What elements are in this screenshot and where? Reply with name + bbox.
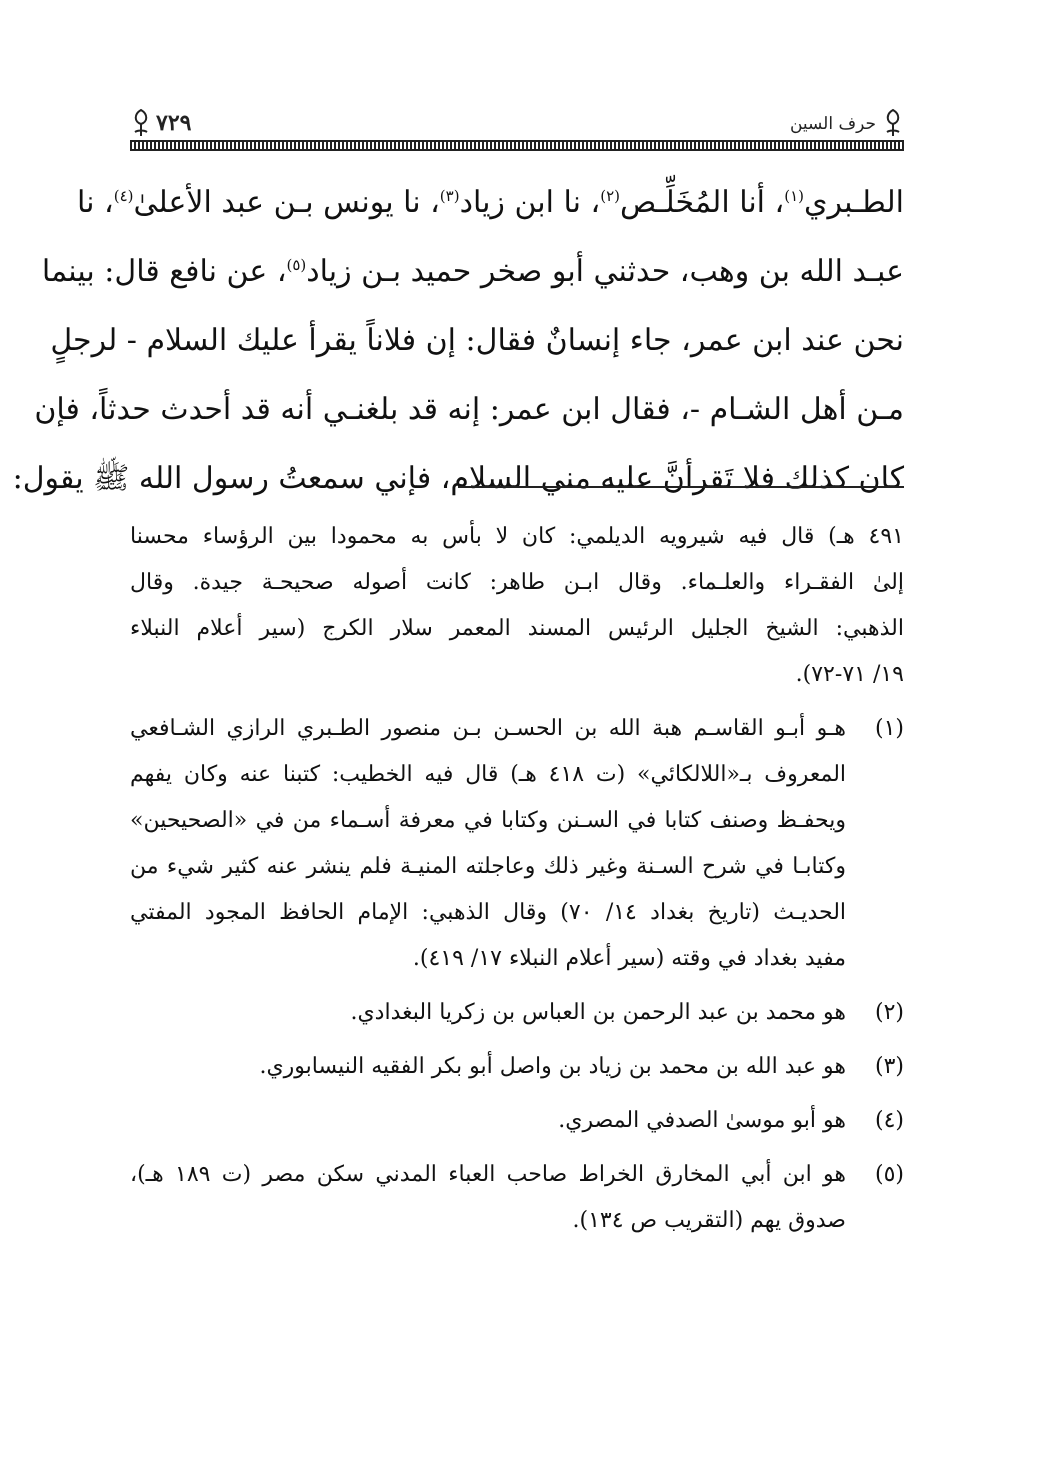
header-rule xyxy=(130,140,904,151)
footnote-line: وكتابـا في شرح السـنة وغير ذلك وعاجلته المنيـة فلم ينشر عنه كثير شيء من xyxy=(130,854,846,879)
footnote-ref: (٥) xyxy=(286,256,307,274)
footnote-line: ويحفـظ وصنف كتابا في السـنن وكتابا في معرفة أسـماء من في «الصحيحين» xyxy=(130,808,846,833)
footnote-ref: (٤) xyxy=(113,187,134,205)
footnote-line: صدوق يهم (التقريب ص ١٣٤). xyxy=(572,1208,846,1233)
footnote xyxy=(130,1152,904,1244)
footnote-number: (٥) xyxy=(874,1162,904,1187)
footnote-line: هو محمد بن عبد الرحمن بن العباس بن زكريا البغدادي. xyxy=(350,1000,846,1025)
footnote-number: (٤) xyxy=(874,1108,904,1133)
footnote-number: (٣) xyxy=(874,1054,904,1079)
footnote-line: ١٩/ ٧١-٧٢). xyxy=(795,662,904,687)
ornament-right-icon xyxy=(882,108,904,138)
running-header xyxy=(130,108,904,158)
footnotes xyxy=(130,514,904,1244)
footnote-number: (١) xyxy=(874,716,904,741)
ornament-left-icon xyxy=(130,108,152,138)
footnote-separator xyxy=(458,486,904,488)
page-number: ٧٢٩ xyxy=(156,110,192,136)
main-line: مـن أهل الشـام -، فقال ابن عمر: إنه قد بلغنـي أنه قد أحدث حدثاً، فإن xyxy=(34,392,904,427)
continued-footnote xyxy=(130,514,904,698)
footnote-line: ٤٩١ هـ) قال فيه شيرويه الديلمي: كان لا بأس به محمودا بين الرؤساء محسنا xyxy=(130,524,904,549)
main-line: نحن عند ابن عمر، جاء إنسانٌ فقال: إن فلاناً يقرأ عليك السلام - لرجلٍ xyxy=(50,323,904,358)
footnote-line: هو أبو موسىٰ الصدفي المصري. xyxy=(558,1108,846,1133)
main-text xyxy=(12,168,904,513)
main-line: الطـبري$^{(١)}$، أنا المُخَلِّـص$^{(٢)}$، نا ابن زياد$^{(٣)}$، نا يونس بـن عبد الأعلىٰ$^{(٤)}$، نا xyxy=(77,185,904,220)
footnote-line: الذهبي: الشيخ الجليل الرئيس المسند المعمر سلار الكرج (سير أعلام النبلاء xyxy=(130,616,904,641)
footnote-line: هـو أبـو القاسـم هبة الله بن الحسـن بـن منصور الطـبري الرازي الشـافعي xyxy=(130,716,846,741)
footnote-ref: (٢) xyxy=(600,187,620,205)
footnote-line: هو ابن أبي المخارق الخراط صاحب العباء المدني سكن مصر (ت ١٨٩ هـ)، xyxy=(130,1162,846,1187)
footnote-line: إلىٰ الفقـراء والعلـماء. وقال ابـن طاهر: كانت أصوله صحيحـة جيدة. وقال xyxy=(130,570,904,595)
section-title: حرف السين xyxy=(789,114,876,134)
footnote xyxy=(130,1044,904,1090)
footnote-line: مفيد بغداد في وقته (سير أعلام النبلاء ١٧/ ٤١٩). xyxy=(412,946,846,971)
footnote xyxy=(130,990,904,1036)
footnote-line: الحديـث (تاريخ بغداد ١٤/ ٧٠) وقال الذهبي: الإمام الحافظ المجود المفتي xyxy=(130,900,847,925)
footnote xyxy=(130,706,904,982)
footnote-line: هو عبد الله بن محمد بن زياد بن واصل أبو بكر الفقيه النيسابوري. xyxy=(259,1054,846,1079)
footnote xyxy=(130,1098,904,1144)
footnote-ref: (٣) xyxy=(439,187,460,205)
main-line: عبـد الله بن وهب، حدثني أبو صخر حميد بـن زياد$^{(٥)}$، عن نافع قال: بينما xyxy=(41,254,904,289)
footnote-ref: (١) xyxy=(784,187,805,205)
main-line: كان كذلك فلا تَقرأنَّ عليه مني السلام، فإني سمعتُ رسول الله ﷺ يقول: xyxy=(12,461,904,496)
footnote-number: (٢) xyxy=(874,1000,904,1025)
footnote-line: المعروف بـ«اللالكائي» (ت ٤١٨ هـ) قال فيه الخطيب: كتبنا عنه وكان يفهم xyxy=(130,762,847,787)
